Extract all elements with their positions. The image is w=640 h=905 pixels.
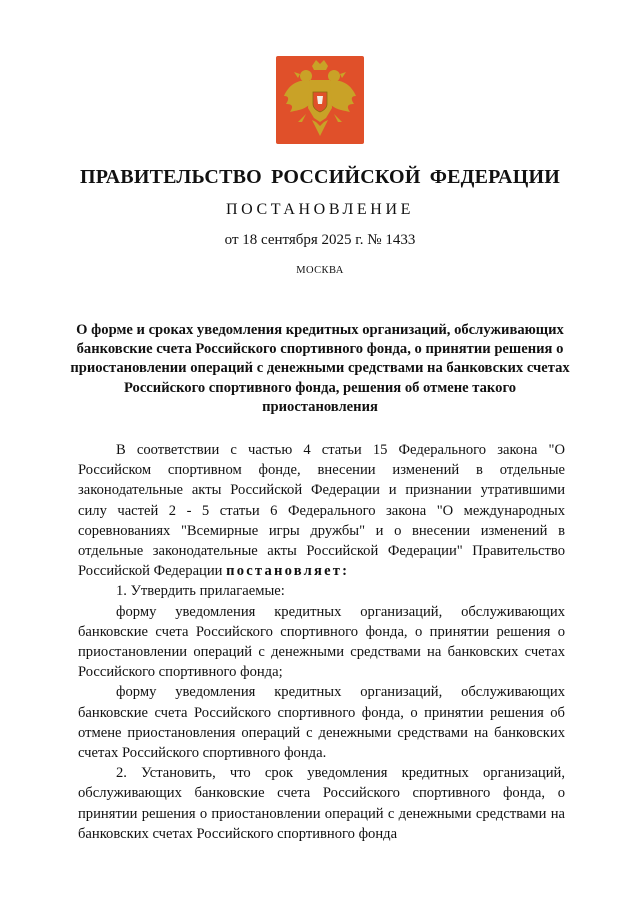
resolves-keyword: постановляет:: [226, 563, 350, 580]
document-type: ПОСТАНОВЛЕНИЕ: [226, 201, 414, 218]
body-paragraph: форму уведомления кредитных организаций, обслуживающих банковские счета Российского спортивного фонда, о принятии решения об отмене приостановления операций с денежными средствами на банковских счетах Российского спортивного фонда.: [78, 684, 565, 762]
body-paragraph: форму уведомления кредитных организаций, обслуживающих банковские счета Российского спортивного фонда, о принятии решения о приостановлении операций с денежными средствами на банковских счетах Российского спортивного фонда;: [78, 603, 565, 681]
body-paragraph: [78, 440, 565, 581]
document-date-number: от 18 сентября 2025 г. № 1433: [224, 232, 416, 248]
document-city: МОСКВА: [296, 265, 344, 276]
russian-coat-of-arms-icon: [276, 56, 364, 144]
document-body: [78, 440, 565, 844]
paragraph-text: В соответствии с частью 4 статьи 15 Федерального закона "О Российском спортивном фонде, внесении изменений в отдельные законодательные акты Российской Федерации и признании утратившими силу частей 2 - 5 статьи 6 Федерального закона "О международных соревнованиях "Всемирные игры дружбы" и о внесении изменений в отдельные законодательные акты Российской Федерации" Правительство Российской Федерации: [78, 442, 565, 580]
body-paragraph: 1. Утвердить прилагаемые:: [116, 583, 285, 600]
document-subject-heading: О форме и сроках уведомления кредитных организаций, обслуживающих банковские счета Российского спортивного фонда, о принятии решения о приостановлении операций с денежными средствами на банковских счетах Российского спортивного фонда, решения об отмене такого приостановления: [70, 322, 570, 415]
body-paragraph: 2. Установить, что срок уведомления кредитных организаций, обслуживающих банковские счета Российского спортивного фонда, о принятии решения о приостановлении операций с денежными средствами на банковских счетах Российского спортивного фонда: [78, 765, 565, 842]
government-title: ПРАВИТЕЛЬСТВО РОССИЙСКОЙ ФЕДЕРАЦИИ: [80, 166, 560, 188]
